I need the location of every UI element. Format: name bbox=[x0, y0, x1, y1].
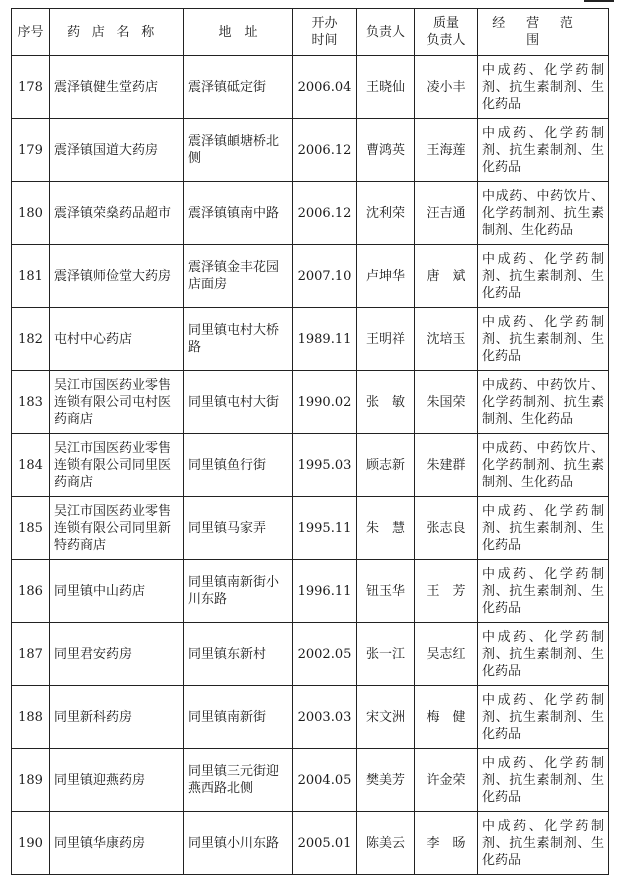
row-number: 181 bbox=[12, 245, 50, 308]
pharmacy-name: 同里镇中山药店 bbox=[50, 560, 184, 623]
person-in-charge: 张一江 bbox=[357, 623, 415, 686]
pharmacy-name: 同里镇迎燕药房 bbox=[50, 749, 184, 812]
pharmacy-name: 震泽镇国道大药房 bbox=[50, 119, 184, 182]
business-scope: 中成药、化学药制剂、抗生素制剂、生化药品 bbox=[478, 560, 609, 623]
row-number: 186 bbox=[12, 560, 50, 623]
pharmacy-address: 同里镇南新街小川东路 bbox=[184, 560, 293, 623]
opening-date: 1995.11 bbox=[293, 497, 357, 560]
table-row bbox=[12, 245, 609, 308]
opening-date: 2006.04 bbox=[293, 56, 357, 119]
pharmacy-name: 震泽镇师俭堂大药房 bbox=[50, 245, 184, 308]
table-row bbox=[12, 182, 609, 245]
row-number: 187 bbox=[12, 623, 50, 686]
quality-manager: 梅 健 bbox=[415, 686, 478, 749]
table-row bbox=[12, 749, 609, 812]
quality-manager: 凌小丰 bbox=[415, 56, 478, 119]
row-number: 189 bbox=[12, 749, 50, 812]
pharmacy-name: 震泽镇荣燊药品超市 bbox=[50, 182, 184, 245]
person-in-charge: 朱 慧 bbox=[357, 497, 415, 560]
quality-manager: 王 芳 bbox=[415, 560, 478, 623]
pharmacy-name: 吴江市国医药业零售连锁有限公司同里医药商店 bbox=[50, 434, 184, 497]
opening-date: 2003.03 bbox=[293, 686, 357, 749]
person-in-charge: 王晓仙 bbox=[357, 56, 415, 119]
opening-date: 1996.11 bbox=[293, 560, 357, 623]
opening-date: 2002.05 bbox=[293, 623, 357, 686]
quality-manager: 沈培玉 bbox=[415, 308, 478, 371]
table-row bbox=[12, 434, 609, 497]
pharmacy-address: 同里镇东新村 bbox=[184, 623, 293, 686]
pharmacy-name: 吴江市国医药业零售连锁有限公司屯村医药商店 bbox=[50, 371, 184, 434]
header-person: 负责人 bbox=[357, 9, 415, 56]
quality-manager: 吴志红 bbox=[415, 623, 478, 686]
continued-mark bbox=[584, 0, 614, 7]
business-scope: 中成药、化学药制剂、抗生素制剂、生化药品 bbox=[478, 56, 609, 119]
row-number: 188 bbox=[12, 686, 50, 749]
business-scope: 中成药、化学药制剂、抗生素制剂、生化药品 bbox=[478, 119, 609, 182]
person-in-charge: 钮玉华 bbox=[357, 560, 415, 623]
quality-manager: 唐 斌 bbox=[415, 245, 478, 308]
header-no: 序号 bbox=[12, 9, 50, 56]
quality-manager: 王海莲 bbox=[415, 119, 478, 182]
header-scope: 经营范围 bbox=[478, 9, 609, 56]
quality-manager: 朱建群 bbox=[415, 434, 478, 497]
pharmacy-address: 震泽镇頔塘桥北侧 bbox=[184, 119, 293, 182]
pharmacy-name: 吴江市国医药业零售连锁有限公司同里新特药商店 bbox=[50, 497, 184, 560]
opening-date: 2006.12 bbox=[293, 182, 357, 245]
person-in-charge: 宋文洲 bbox=[357, 686, 415, 749]
quality-manager: 汪吉通 bbox=[415, 182, 478, 245]
table-row bbox=[12, 497, 609, 560]
pharmacy-address: 震泽镇金丰花园店面房 bbox=[184, 245, 293, 308]
quality-manager: 朱国荣 bbox=[415, 371, 478, 434]
table-body bbox=[12, 56, 609, 875]
row-number: 185 bbox=[12, 497, 50, 560]
quality-manager: 张志良 bbox=[415, 497, 478, 560]
person-in-charge: 卢坤华 bbox=[357, 245, 415, 308]
row-number: 183 bbox=[12, 371, 50, 434]
pharmacy-address: 同里镇三元街迎燕西路北侧 bbox=[184, 749, 293, 812]
pharmacy-address: 同里镇南新街 bbox=[184, 686, 293, 749]
opening-date: 1995.03 bbox=[293, 434, 357, 497]
opening-date: 1989.11 bbox=[293, 308, 357, 371]
row-number: 178 bbox=[12, 56, 50, 119]
pharmacy-table bbox=[11, 8, 609, 875]
business-scope: 中成药、化学药制剂、抗生素制剂、生化药品 bbox=[478, 497, 609, 560]
business-scope: 中成药、化学药制剂、抗生素制剂、生化药品 bbox=[478, 623, 609, 686]
pharmacy-address: 震泽镇砥定街 bbox=[184, 56, 293, 119]
person-in-charge: 顾志新 bbox=[357, 434, 415, 497]
row-number: 184 bbox=[12, 434, 50, 497]
row-number: 180 bbox=[12, 182, 50, 245]
header-opened: 开办 时间 bbox=[293, 9, 357, 56]
pharmacy-name: 同里君安药房 bbox=[50, 623, 184, 686]
header-address: 地 址 bbox=[184, 9, 293, 56]
row-number: 182 bbox=[12, 308, 50, 371]
table-row bbox=[12, 812, 609, 875]
table-row bbox=[12, 371, 609, 434]
pharmacy-name: 屯村中心药店 bbox=[50, 308, 184, 371]
person-in-charge: 樊美芳 bbox=[357, 749, 415, 812]
person-in-charge: 曹鸿英 bbox=[357, 119, 415, 182]
opening-date: 2004.05 bbox=[293, 749, 357, 812]
table-row bbox=[12, 560, 609, 623]
business-scope: 中成药、中药饮片、化学药制剂、抗生素制剂、生化药品 bbox=[478, 371, 609, 434]
row-number: 190 bbox=[12, 812, 50, 875]
business-scope: 中成药、化学药制剂、抗生素制剂、生化药品 bbox=[478, 308, 609, 371]
pharmacy-address: 同里镇鱼行街 bbox=[184, 434, 293, 497]
pharmacy-address: 同里镇小川东路 bbox=[184, 812, 293, 875]
business-scope: 中成药、化学药制剂、抗生素制剂、生化药品 bbox=[478, 245, 609, 308]
pharmacy-name: 同里新科药房 bbox=[50, 686, 184, 749]
pharmacy-name: 同里镇华康药房 bbox=[50, 812, 184, 875]
table-header bbox=[12, 9, 609, 56]
pharmacy-address: 震泽镇镇南中路 bbox=[184, 182, 293, 245]
person-in-charge: 沈利荣 bbox=[357, 182, 415, 245]
person-in-charge: 张 敏 bbox=[357, 371, 415, 434]
business-scope: 中成药、中药饮片、化学药制剂、抗生素制剂、生化药品 bbox=[478, 182, 609, 245]
opening-date: 2007.10 bbox=[293, 245, 357, 308]
table-row bbox=[12, 686, 609, 749]
opening-date: 2005.01 bbox=[293, 812, 357, 875]
business-scope: 中成药、化学药制剂、抗生素制剂、生化药品 bbox=[478, 812, 609, 875]
table-row bbox=[12, 623, 609, 686]
header-qa: 质量 负责人 bbox=[415, 9, 478, 56]
header-name: 药店名称 bbox=[50, 9, 184, 56]
pharmacy-address: 同里镇屯村大街 bbox=[184, 371, 293, 434]
person-in-charge: 王明祥 bbox=[357, 308, 415, 371]
opening-date: 2006.12 bbox=[293, 119, 357, 182]
pharmacy-name: 震泽镇健生堂药店 bbox=[50, 56, 184, 119]
table-row bbox=[12, 119, 609, 182]
quality-manager: 许金荣 bbox=[415, 749, 478, 812]
table-row bbox=[12, 308, 609, 371]
table-row bbox=[12, 56, 609, 119]
quality-manager: 李 旸 bbox=[415, 812, 478, 875]
business-scope: 中成药、中药饮片、化学药制剂、抗生素制剂、生化药品 bbox=[478, 434, 609, 497]
business-scope: 中成药、化学药制剂、抗生素制剂、生化药品 bbox=[478, 686, 609, 749]
row-number: 179 bbox=[12, 119, 50, 182]
person-in-charge: 陈美云 bbox=[357, 812, 415, 875]
opening-date: 1990.02 bbox=[293, 371, 357, 434]
business-scope: 中成药、化学药制剂、抗生素制剂、生化药品 bbox=[478, 749, 609, 812]
pharmacy-address: 同里镇马家弄 bbox=[184, 497, 293, 560]
pharmacy-address: 同里镇屯村大桥路 bbox=[184, 308, 293, 371]
